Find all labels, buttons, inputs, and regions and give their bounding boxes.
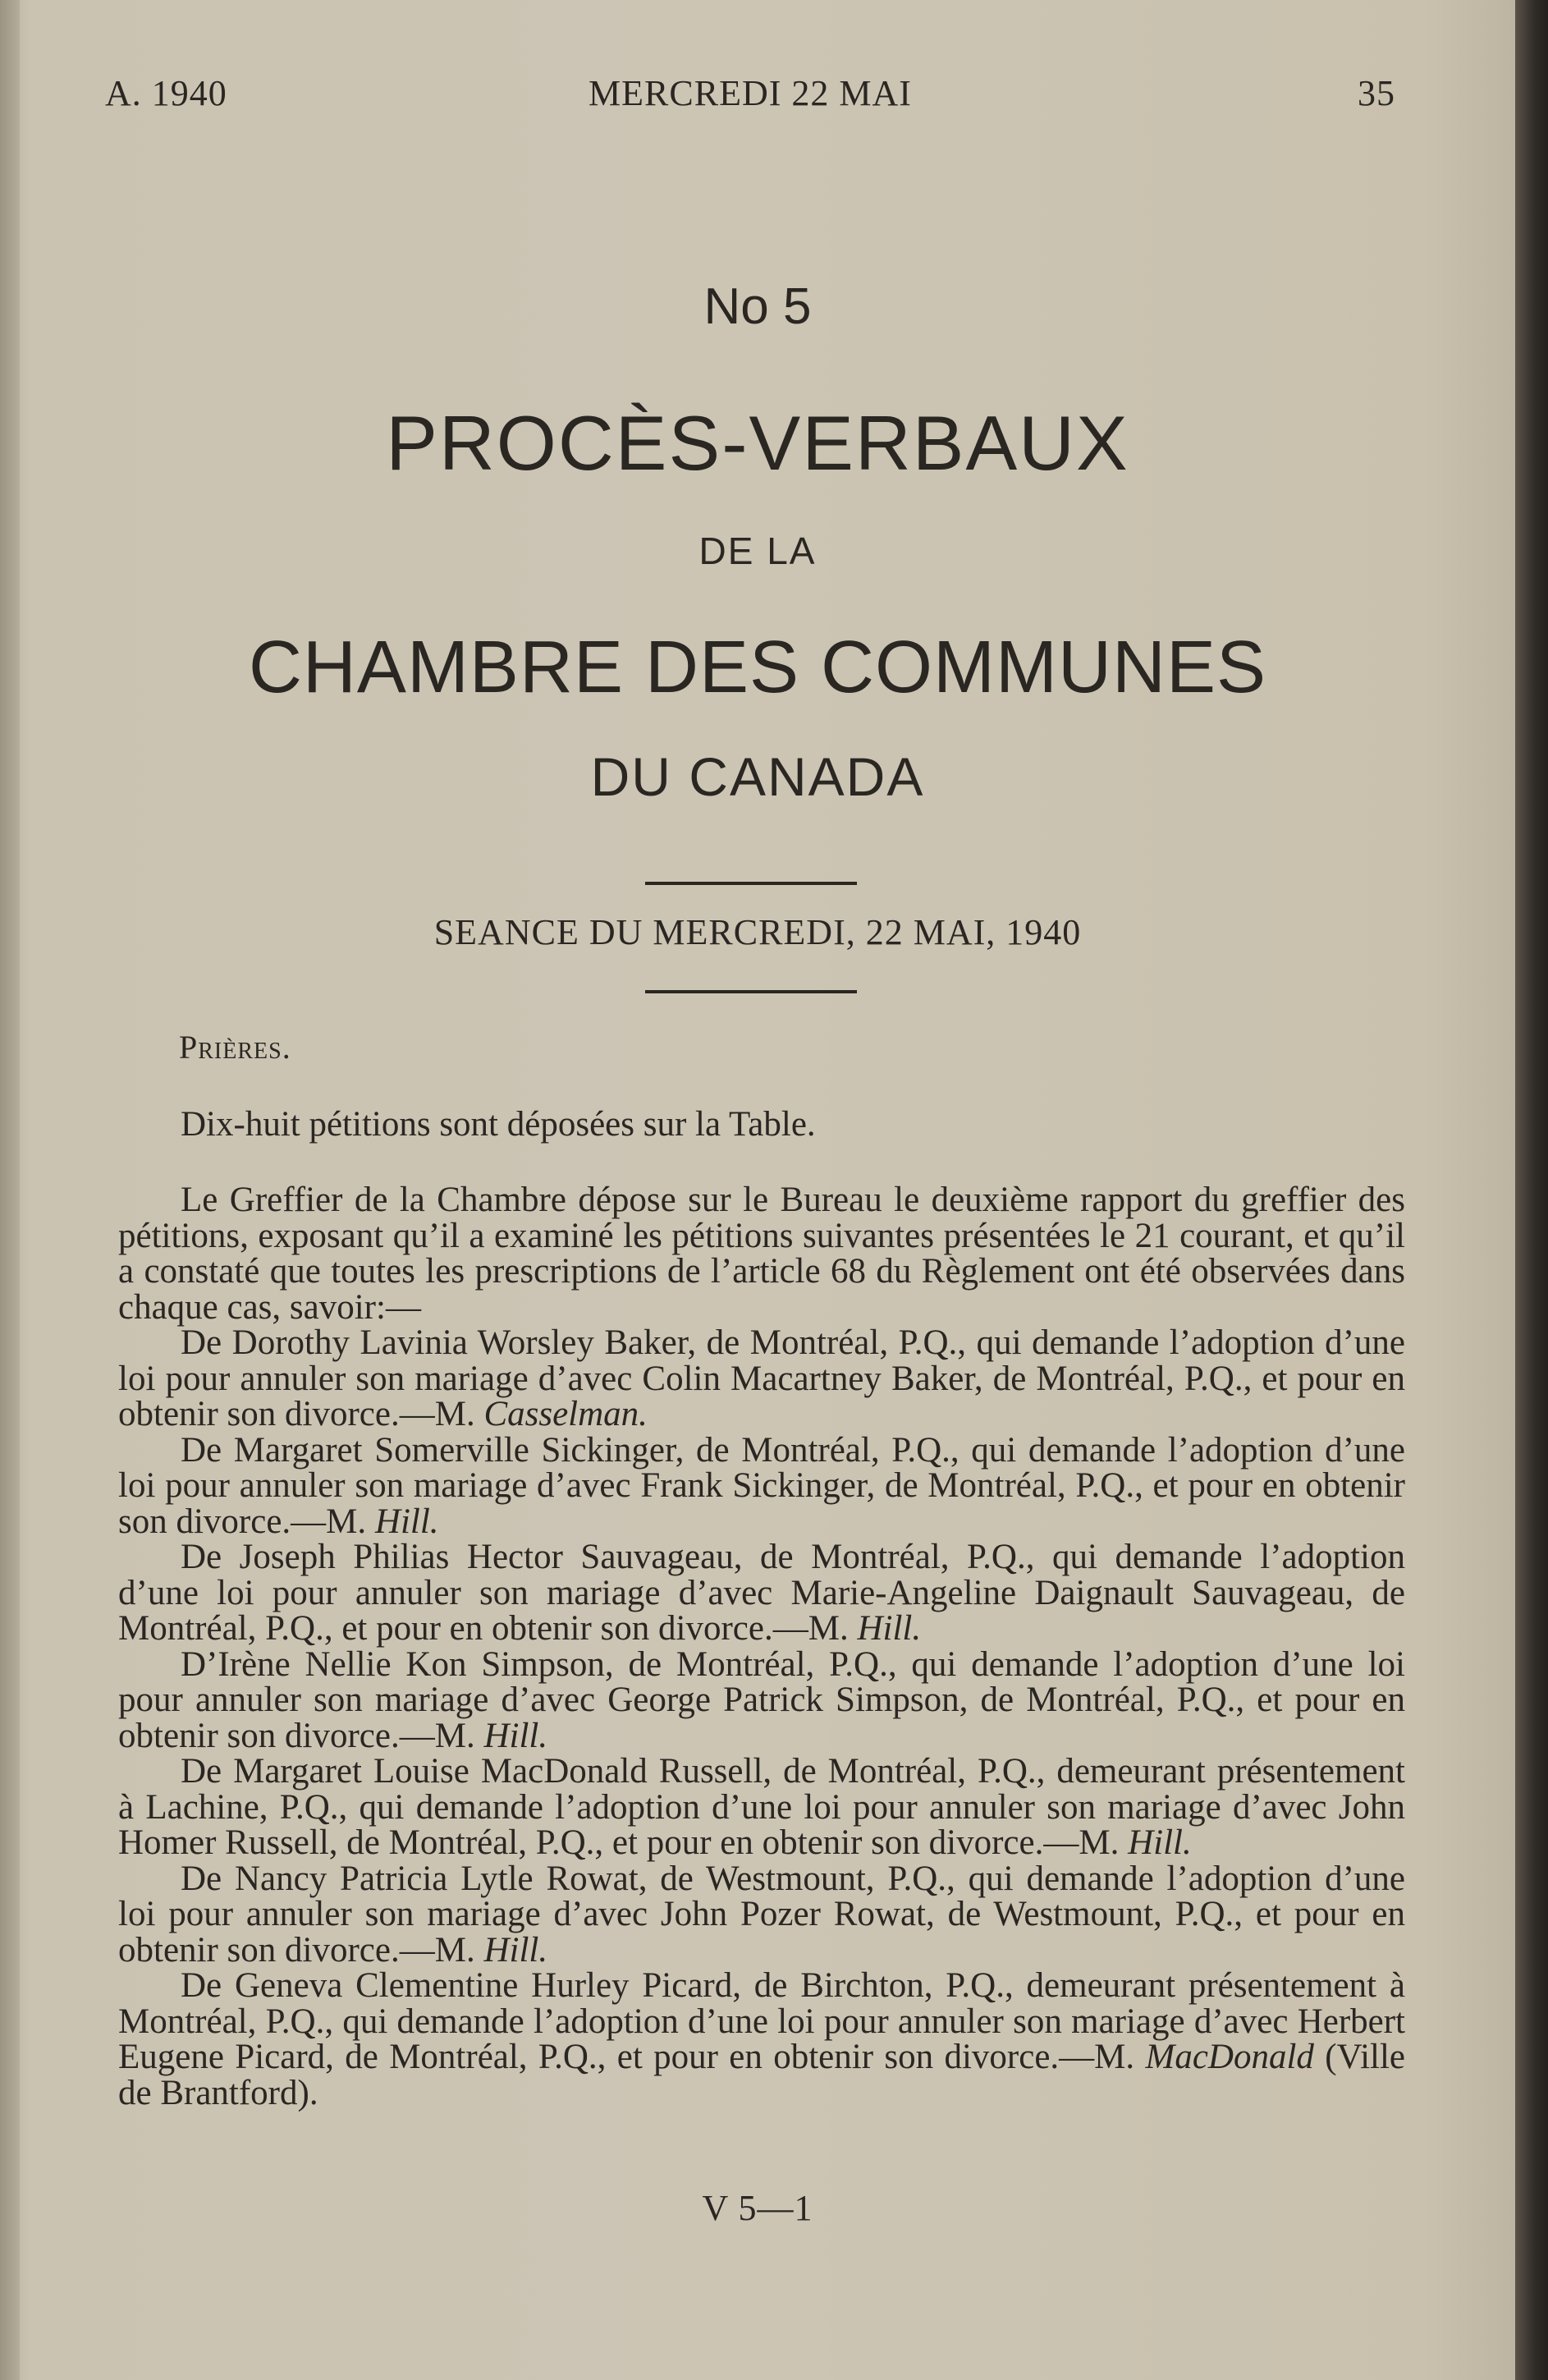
petition-mover: MacDonald <box>1145 2038 1314 2076</box>
petition-text: De Dorothy Lavinia Worsley Baker, de Montréal, P.Q., qui demande l’adoption d’une loi pour annuler son mariage d’avec Colin Macartney Baker, de Montréal, P.Q., et pour en obtenir son divorce.—M. <box>118 1323 1405 1433</box>
petition-text: D’Irène Nellie Kon Simpson, de Montréal, P.Q., qui demande l’adoption d’une loi pour annuler son mariage d’avec George Patrick Simpson, de Montréal, P.Q., et pour en obtenir son divorce.—M. <box>118 1644 1405 1755</box>
petition-item <box>118 1968 1405 2111</box>
petition-text: De Margaret Louise MacDonald Russell, de Montréal, P.Q., demeurant présentement à Lachine, P.Q., qui demande l’adoption d’une loi pour annuler son mariage d’avec John Homer Russell, de Montréal, P.Q., et pour en obtenir son divorce.—M. <box>118 1752 1405 1862</box>
petition-text: De Margaret Somerville Sickinger, de Montréal, P.Q., qui demande l’adoption d’une loi pour annuler son mariage d’avec Frank Sickinger, de Montréal, P.Q., et pour en obtenir son divorce.—M. <box>118 1430 1405 1541</box>
petition-item <box>118 1754 1405 1861</box>
document-title: PROCÈS-VERBAUX <box>386 400 1129 486</box>
country-name: DU CANADA <box>590 746 925 807</box>
institution-name: CHAMBRE DES COMMUNES <box>248 626 1267 708</box>
petition-mover: Hill. <box>483 1716 548 1755</box>
title-connector: DE LA <box>698 530 817 572</box>
petition-item <box>118 1539 1405 1647</box>
page-shadow-edge <box>1515 0 1548 2380</box>
petition-text: De Nancy Patricia Lytle Rowat, de Westmount, P.Q., qui demande l’adoption d’une loi pour annuler son mariage d’avec John Pozer Rowat, de Westmount, P.Q., et pour en obtenir son divorce.—M. <box>118 1859 1405 1970</box>
petition-item <box>118 1430 1405 1541</box>
page-header <box>105 72 1395 122</box>
prayers-heading: Prières. <box>179 1029 291 1066</box>
petition-mover: Hill. <box>483 1930 548 1970</box>
page-number: 35 <box>1358 73 1395 113</box>
petition-text: De Geneva Clementine Hurley Picard, de Birchton, P.Q., demeurant présentement à Montréal, P.Q., qui demande l’adoption d’une loi pour annuler son mariage d’avec Herbert Eugene Picard, de Montréal, P.Q., et pour en obtenir son divorce.—M. <box>118 1966 1405 2076</box>
petitions-tabled-line: Dix-huit pétitions sont déposées sur la Table. <box>181 1105 816 1144</box>
petition-mover: Hill. <box>857 1609 922 1648</box>
petition-mover: Hill. <box>1128 1823 1192 1862</box>
header-date: MERCREDI 22 MAI <box>589 73 912 113</box>
divider-top <box>645 882 857 885</box>
session-heading: SEANCE DU MERCREDI, 22 MAI, 1940 <box>433 912 1082 952</box>
greffier-paragraph: Le Greffier de la Chambre dépose sur le Bureau le deuxième rapport du greffier des pétitions, exposant qu’il a examiné les pétitions suivantes présentées le 21 courant, et qu’il a constaté que toutes les prescriptions de l’article 68 du Règlement ont été observées dans chaque cas, savoir:— <box>118 1181 1405 1327</box>
petition-text: De Joseph Philias Hector Sauvageau, de Montréal, P.Q., qui demande l’adoption d’une loi pour annuler son mariage d’avec Marie-Angeline Daignault Sauvageau, de Montréal, P.Q., et pour en obtenir son divorce.—M. <box>118 1538 1405 1648</box>
header-session: A. 1940 <box>105 73 227 113</box>
petition-item <box>118 1325 1405 1433</box>
page-binding-edge <box>0 0 20 2380</box>
petition-suffix: (Ville de Brantford). <box>118 2038 1405 2112</box>
petition-item <box>118 1644 1405 1755</box>
divider-bottom <box>645 990 857 993</box>
signature-mark: V 5—1 <box>702 2188 813 2228</box>
main-text <box>118 1182 1405 2111</box>
petition-item <box>118 1861 1405 1969</box>
issue-number: No 5 <box>703 278 812 335</box>
petition-mover: Casselman. <box>483 1395 648 1433</box>
petition-mover: Hill. <box>374 1502 439 1541</box>
